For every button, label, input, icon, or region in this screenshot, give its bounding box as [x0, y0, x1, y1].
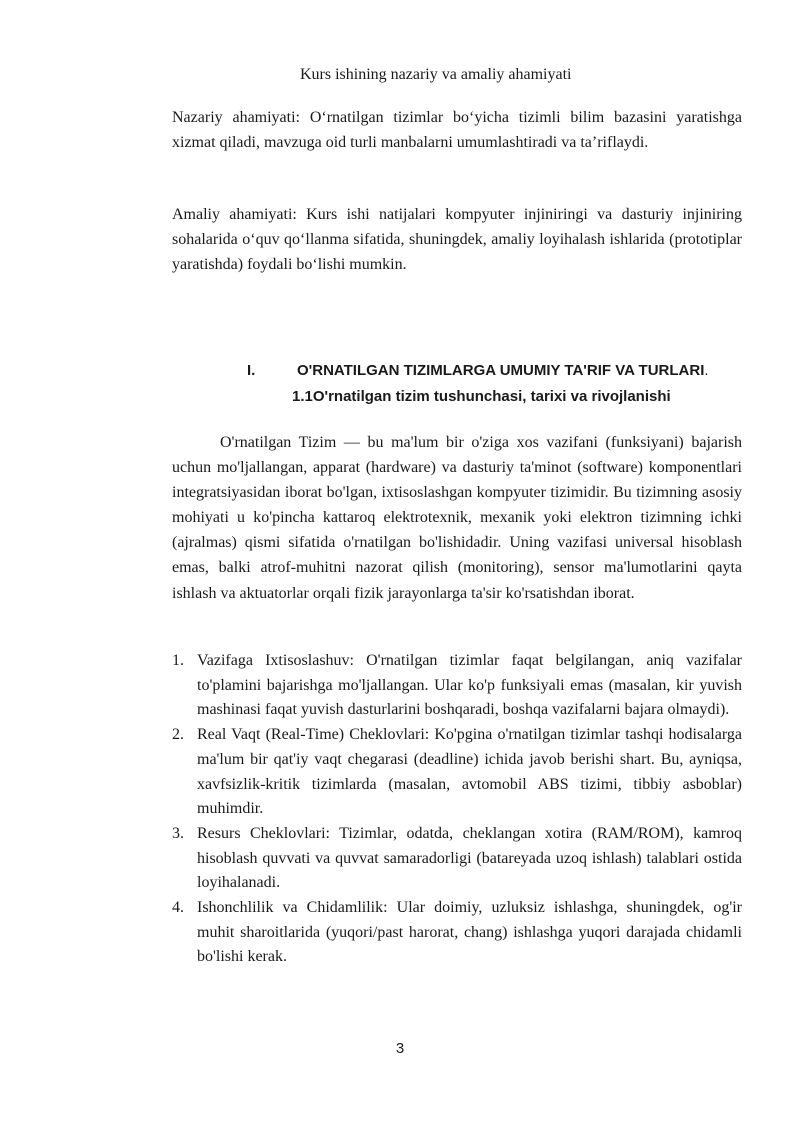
list-item [172, 649, 742, 723]
list-item-text: Real Vaqt (Real-Time) Cheklovlari: Ko'pgina o'rnatilgan tizimlar tashqi hodisalarga ma'lum bir qat'iy vaqt chegarasi (deadline) ichida javob berishi shart. Bu, ayniqsa, xavfsizlik-kritik tizimlarda (masalan, avtomobil ABS tizimi, tibbiy asboblar) muhimdir. [197, 726, 742, 818]
practical-significance-paragraph: Amaliy ahamiyati: Kurs ishi natijalari kompyuter injiniringi va dasturiy injiniring sohalarida o‘quv qo‘llanma sifatida, shuningdek, amaliy loyihalash ishlarida (prototiplar yaratishda) foydali bo‘lishi mumkin. [172, 206, 742, 273]
list-item-text: Resurs Cheklovlari: Tizimlar, odatda, cheklangan xotira (RAM/ROM), kamroq hisoblash quvvati va quvvat samaradorligi (batareyada uzoq ishlash) talablari ostida loyihalanadi. [197, 824, 742, 892]
chapter-title: O'RNATILGAN TIZIMLARGA UMUMIY TA'RIF VA TURLARI [297, 362, 705, 379]
list-item [172, 896, 742, 970]
intro-paragraph: O'rnatilgan Tizim — bu ma'lum bir o'ziga xos vazifani (funksiyani) bajarish uchun mo'ljallangan, apparat (hardware) va dasturiy ta'minot (software) komponentlari integratsiyasidan iborat bo'lgan, ixtisoslashgan kompyuter tizimidir. Bu tizimning asosiy mohiyati u ko'pincha kattaroq elektrotexnik, mexanik yoki elektron tizimning ichki (ajralmas) qismi sifatida o'rnatilgan bo'lishidadir. Uning vazifasi universal hisoblash emas, balki atrof-muhitni nazorat qilish (monitoring), sensor ma'lumotlarini qayta ishlash va aktuatorlar orqali fizik jarayonlarga ta'sir ko'rsatishdan iborat. [172, 434, 742, 602]
list-item-text: Vazifaga Ixtisoslashuv: O'rnatilgan tizimlar faqat belgilangan, aniq vazifalar to'plamini bajarishga mo'ljallangan. Ular ko'p funksiyali emas (masalan, kir yuvish mashinasi faqat yuvish dasturlarini boshqaradi, boshqa vazifalarni bajara olmaydi). [197, 652, 742, 719]
list-item [172, 723, 742, 822]
list-item [172, 822, 742, 896]
list-item-number: 3. [172, 824, 184, 842]
section-heading: Kurs ishining nazariy va amaliy ahamiyati [300, 66, 572, 83]
theoretical-significance-paragraph: Nazariy ahamiyati: O‘rnatilgan tizimlar bo‘yicha tizimli bilim bazasini yaratishga xizmat qiladi, mavzuga oid turli manbalarni umumlashtiradi va ta’riflaydi. [172, 109, 742, 151]
chapter-heading [247, 359, 709, 383]
chapter-title-period: . [704, 362, 709, 379]
list-item-text: Ishonchlilik va Chidamlilik: Ular doimiy, uzluksiz ishlashga, shuningdek, og'ir muhit sharoitlarida (yuqori/past harorat, chang) ishlashga yuqori darajada chidamli bo'lishi kerak. [197, 899, 742, 966]
page-number: 3 [395, 1040, 405, 1057]
list-item-number: 2. [172, 726, 184, 744]
list-item-number: 4. [172, 899, 184, 917]
subsection-heading: 1.1O'rnatilgan tizim tushunchasi, tarixi va rivojlanishi [292, 388, 671, 405]
characteristics-list [172, 649, 742, 970]
list-item-number: 1. [172, 652, 184, 669]
chapter-number: I. [247, 362, 256, 379]
